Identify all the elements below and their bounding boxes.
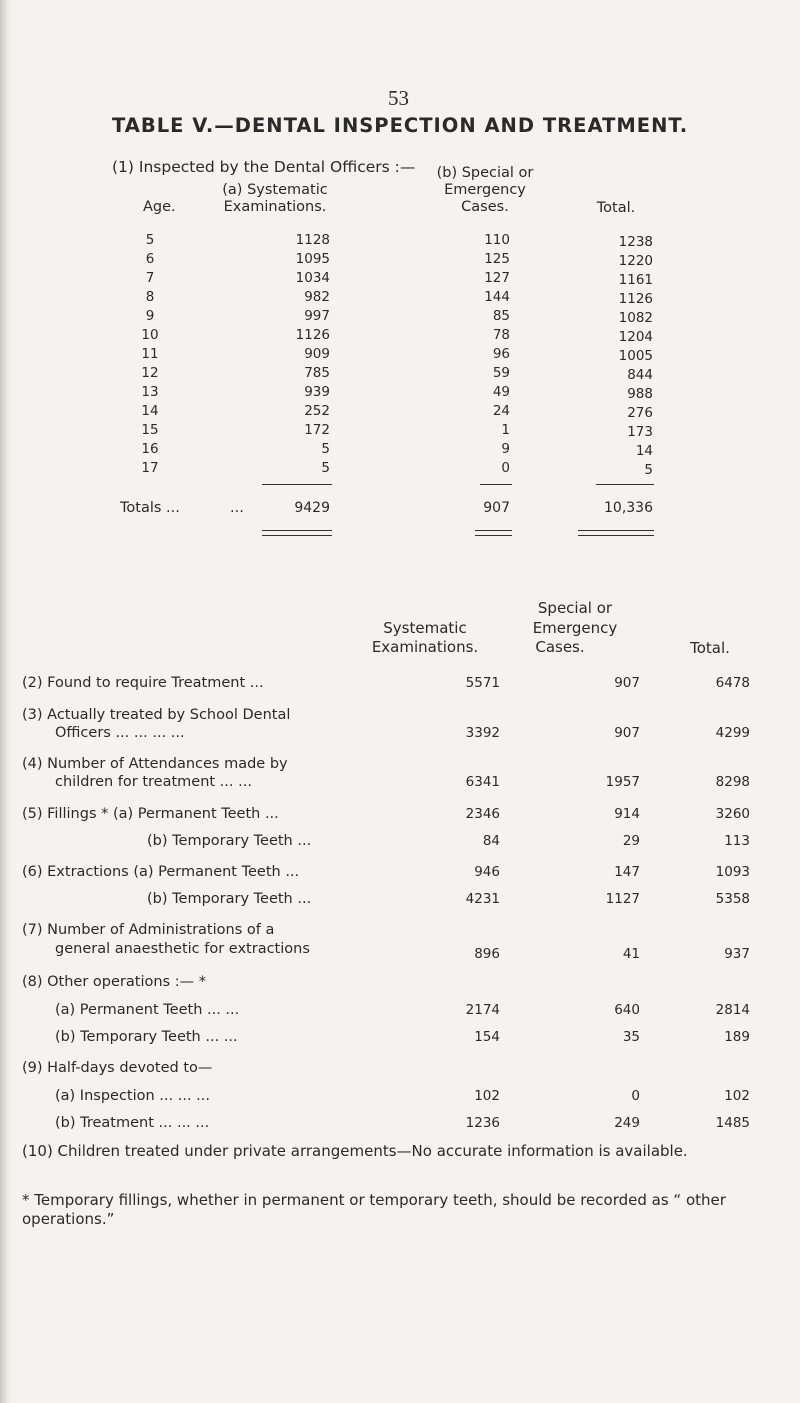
part1-heading: (1) Inspected by the Dental Officers :— (112, 158, 416, 176)
total-cell: 2814 (715, 1002, 750, 1018)
systematic-cell: 6341 (465, 774, 500, 790)
double-rule-special (475, 530, 512, 536)
systematic-cell: 1034 (295, 270, 330, 286)
special-cell: 127 (484, 270, 510, 286)
rule-special (480, 484, 512, 485)
systematic-cell: 909 (304, 346, 330, 362)
special-cell: 125 (484, 251, 510, 267)
systematic-cell: 172 (304, 422, 330, 438)
age-cell: 11 (141, 346, 159, 362)
special-cell: 9 (501, 441, 510, 457)
special-cell: 110 (484, 232, 510, 248)
double-rule-total (578, 530, 654, 536)
row-label: (a) Inspection ... ... ... (55, 1088, 211, 1104)
row-label: (b) Treatment ... ... ... (55, 1115, 210, 1131)
total-cell: 844 (627, 367, 653, 383)
special-cell: 29 (622, 833, 640, 849)
totals-label: Totals ... (120, 500, 180, 516)
total-cell: 8298 (715, 774, 750, 790)
total-cell: 5 (644, 462, 653, 478)
systematic-cell: 5 (321, 460, 330, 476)
total-cell: 102 (724, 1088, 750, 1104)
header-special-line1: (b) Special or (436, 165, 534, 181)
special-cell: 907 (614, 675, 640, 691)
header2-special-line1: Special or (537, 599, 613, 617)
total-cell: 1161 (618, 272, 653, 288)
special-cell: 1127 (605, 891, 640, 907)
total-cell: 276 (627, 405, 653, 421)
systematic-cell: 154 (474, 1029, 500, 1045)
header2-systematic-line1: Systematic (383, 619, 467, 637)
special-cell: 59 (492, 365, 510, 381)
special-cell: 144 (484, 289, 510, 305)
special-cell: 78 (492, 327, 510, 343)
header2-systematic-line2: Examinations. (371, 638, 479, 656)
total-systematic: 9429 (294, 500, 330, 516)
row-label: (a) Permanent Teeth ... ... (55, 1002, 240, 1018)
total-cell: 4299 (715, 725, 750, 741)
special-cell: 41 (622, 946, 640, 962)
special-cell: 147 (614, 864, 640, 880)
special-cell: 914 (614, 806, 640, 822)
rule-total (596, 484, 654, 485)
row-label: (8) Other operations :— * (22, 974, 206, 990)
total-cell: 1126 (618, 291, 653, 307)
total-cell: 173 (627, 424, 653, 440)
age-cell: 10 (141, 327, 159, 343)
systematic-cell: 84 (482, 833, 500, 849)
age-cell: 5 (145, 232, 155, 248)
systematic-cell: 997 (304, 308, 330, 324)
total-cell: 189 (724, 1029, 750, 1045)
systematic-cell: 1236 (465, 1115, 500, 1131)
total-cell: 14 (635, 443, 653, 459)
systematic-cell: 4231 (465, 891, 500, 907)
special-cell: 640 (614, 1002, 640, 1018)
header-age: Age. (143, 199, 176, 215)
row-label: (b) Temporary Teeth ... ... (55, 1029, 238, 1045)
systematic-cell: 896 (474, 946, 500, 962)
systematic-cell: 5571 (465, 675, 500, 691)
totals-dots: ... (230, 500, 244, 516)
special-cell: 0 (631, 1088, 640, 1104)
total-cell: 113 (724, 833, 750, 849)
row-label: (9) Half-days devoted to— (22, 1060, 213, 1076)
age-cell: 14 (141, 403, 159, 419)
row-label: (b) Temporary Teeth ... (147, 891, 312, 907)
total-cell: 1093 (715, 864, 750, 880)
special-cell: 24 (492, 403, 510, 419)
systematic-cell: 1126 (295, 327, 330, 343)
header-total: Total. (596, 200, 636, 216)
total-cell: 6478 (715, 675, 750, 691)
total-total: 10,336 (604, 500, 653, 516)
systematic-cell: 2346 (465, 806, 500, 822)
page-number: 53 (388, 86, 409, 110)
row-label: (b) Temporary Teeth ... (147, 833, 312, 849)
systematic-cell: 3392 (465, 725, 500, 741)
age-cell: 7 (145, 270, 155, 286)
age-cell: 9 (145, 308, 155, 324)
systematic-cell: 1128 (295, 232, 330, 248)
total-cell: 1220 (618, 253, 653, 269)
special-cell: 49 (492, 384, 510, 400)
systematic-cell: 946 (474, 864, 500, 880)
row-label-cont: general anaesthetic for extractions (55, 941, 310, 957)
row-label: (5) Fillings * (a) Permanent Teeth ... (22, 806, 279, 822)
header2-special-line2: Emergency (532, 619, 618, 637)
special-cell: 0 (501, 460, 510, 476)
total-cell: 937 (724, 946, 750, 962)
systematic-cell: 102 (474, 1088, 500, 1104)
systematic-cell: 252 (304, 403, 330, 419)
row-label: (6) Extractions (a) Permanent Teeth ... (22, 864, 300, 880)
footnote: * Temporary fillings, whether in permanent or temporary teeth, should be recorded as “ other operations.” (22, 1191, 726, 1228)
row-label: (7) Number of Administrations of a (22, 922, 275, 938)
double-rule-systematic (262, 530, 332, 536)
total-special: 907 (483, 500, 510, 516)
header-special-line3: Cases. (461, 199, 509, 215)
header-special-line2: Emergency (444, 182, 526, 198)
row-label: (3) Actually treated by School Dental (22, 707, 291, 723)
age-cell: 16 (141, 441, 159, 457)
age-cell: 6 (145, 251, 155, 267)
systematic-cell: 5 (321, 441, 330, 457)
special-cell: 35 (622, 1029, 640, 1045)
row-label: (2) Found to require Treatment ... (22, 675, 264, 691)
row-label-cont: Officers ... ... ... ... (55, 725, 185, 741)
header2-special-line3: Cases. (535, 638, 585, 656)
systematic-cell: 939 (304, 384, 330, 400)
row-label: (4) Number of Attendances made by (22, 756, 288, 772)
systematic-cell: 785 (304, 365, 330, 381)
rule-systematic (262, 484, 332, 485)
special-cell: 1957 (605, 774, 640, 790)
total-cell: 988 (627, 386, 653, 402)
total-cell: 1238 (618, 234, 653, 250)
row-label-cont: children for treatment ... ... (55, 774, 252, 790)
total-cell: 1204 (618, 329, 653, 345)
age-cell: 13 (141, 384, 159, 400)
special-cell: 249 (614, 1115, 640, 1131)
total-cell: 3260 (715, 806, 750, 822)
special-cell: 96 (492, 346, 510, 362)
systematic-cell: 2174 (465, 1002, 500, 1018)
total-cell: 1005 (618, 348, 653, 364)
systematic-cell: 982 (304, 289, 330, 305)
age-cell: 12 (141, 365, 159, 381)
age-cell: 8 (145, 289, 155, 305)
special-cell: 907 (614, 725, 640, 741)
header2-total: Total. (690, 639, 730, 657)
total-cell: 5358 (715, 891, 750, 907)
table-title: TABLE V.—DENTAL INSPECTION AND TREATMENT. (112, 114, 689, 137)
total-cell: 1082 (618, 310, 653, 326)
header-systematic-line2: Examinations. (223, 199, 327, 215)
note-private-arrangements: (10) Children treated under private arrangements—No accurate information is available. (22, 1142, 688, 1160)
age-cell: 17 (141, 460, 159, 476)
special-cell: 85 (492, 308, 510, 324)
special-cell: 1 (501, 422, 510, 438)
age-cell: 15 (141, 422, 159, 438)
header-systematic-line1: (a) Systematic (222, 182, 328, 198)
total-cell: 1485 (715, 1115, 750, 1131)
page-edge-shadow (0, 0, 12, 1403)
systematic-cell: 1095 (295, 251, 330, 267)
